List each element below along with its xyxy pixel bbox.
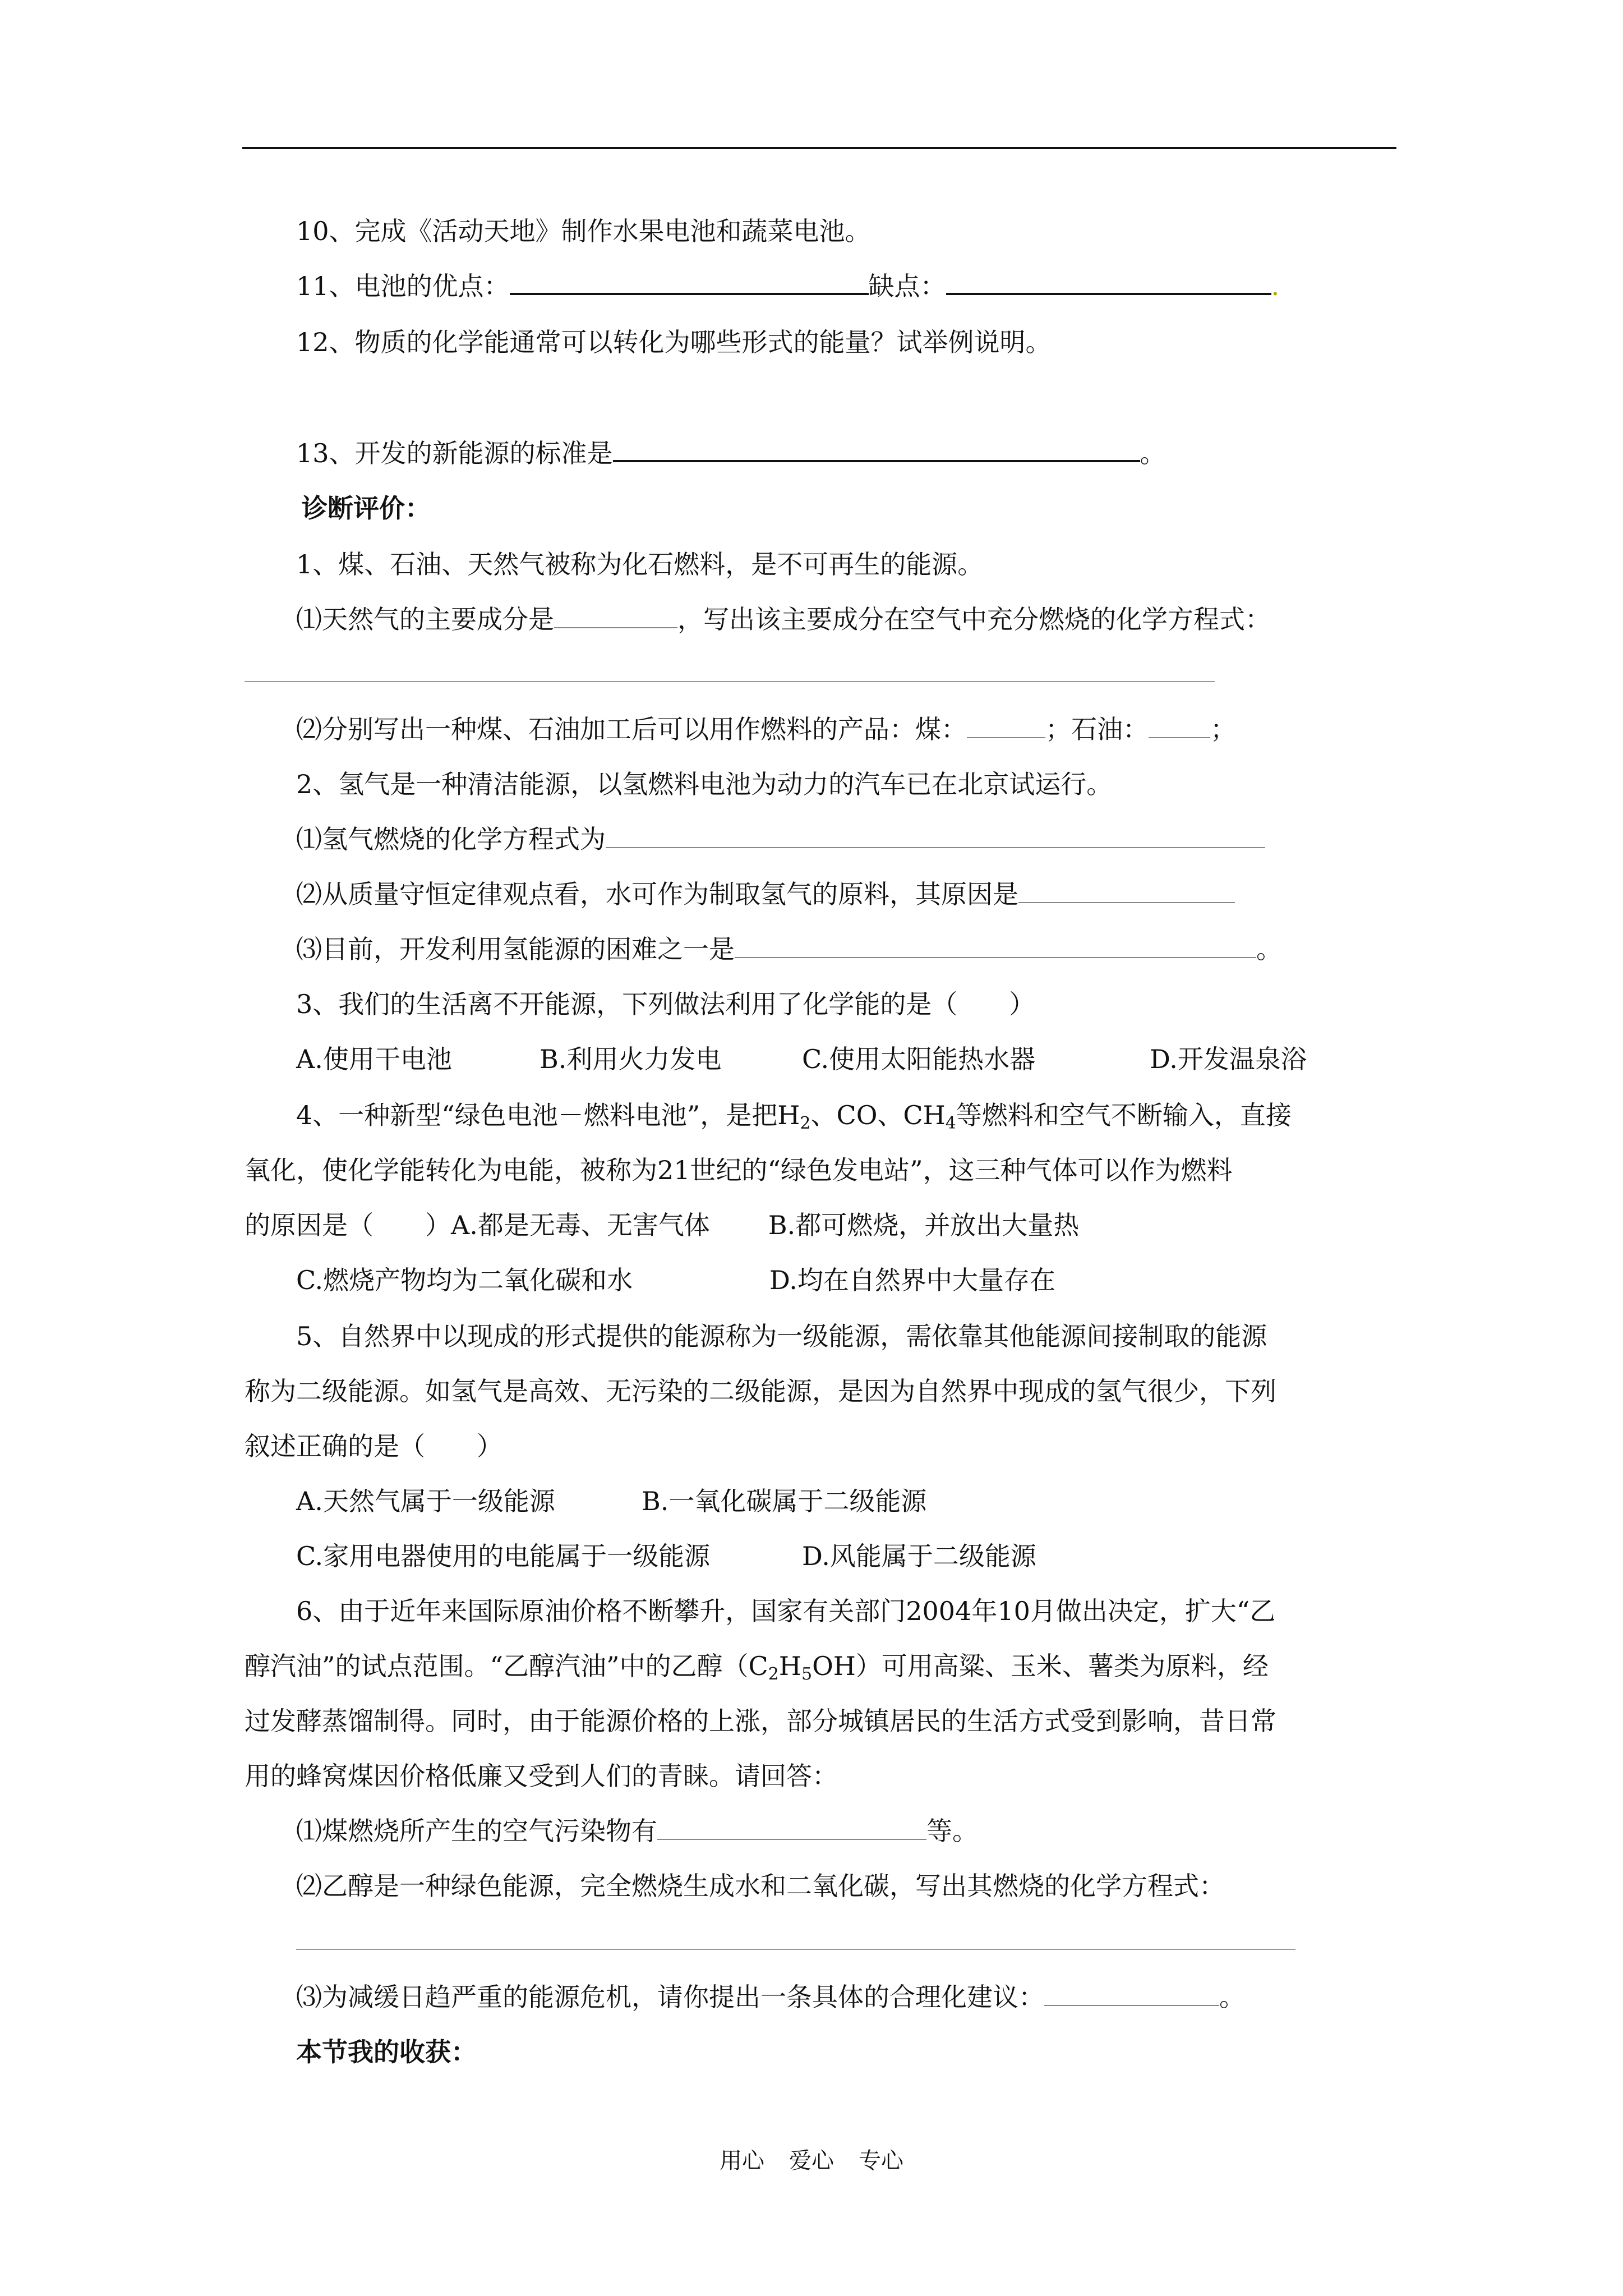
- problem-1-part-2: ⑵分别写出一种煤、石油加工后可以用作燃料的产品：煤： ；石油： ；: [296, 714, 1236, 744]
- problem-2-part-2: ⑵从质量守恒定律观点看，水可作为制取氢气的原料，其原因是: [296, 877, 1235, 911]
- problem-5-option-c[interactable]: C.家用电器使用的电能属于一级能源: [296, 1541, 711, 1571]
- item-11: 11、电池的优点： 缺点： .: [296, 271, 1280, 301]
- problem-6-line-2: 醇汽油”的试点范围。“乙醇汽油”中的乙醇$(C_2H_5OH)$可用高粱、玉米、薯类为原料，经: [245, 1651, 1269, 1684]
- problem-5-option-a[interactable]: A.天然气属于一级能源: [296, 1486, 555, 1516]
- problem-5-option-b[interactable]: B.一氧化碳属于二级能源: [642, 1486, 927, 1516]
- problem-5-option-d[interactable]: D.风能属于二级能源: [802, 1541, 1036, 1571]
- problem-1-stem: 1、煤、石油、天然气被称为化石燃料，是不可再生的能源。: [296, 549, 984, 579]
- problem-4-option-b[interactable]: B.都可燃烧，并放出大量热: [768, 1210, 1080, 1240]
- advantage-blank[interactable]: [510, 270, 869, 295]
- item-12: 12、物质的化学能通常可以转化为哪些形式的能量？试举例说明。: [296, 327, 1052, 357]
- oil-product-blank[interactable]: [1149, 715, 1210, 738]
- disadvantage-blank[interactable]: [946, 270, 1271, 295]
- problem-6-part-3: ⑶为减缓日趋严重的能源危机，请你提出一条具体的合理化建议： 。: [296, 1982, 1245, 2012]
- equation-answer-line[interactable]: [245, 681, 1215, 682]
- problem-2-part-1: ⑴氢气燃烧的化学方程式为: [296, 822, 1265, 856]
- problem-2-part-3: ⑶目前，开发利用氢能源的困难之一是 。: [296, 934, 1282, 964]
- header-rule: [242, 147, 1396, 149]
- coal-product-blank[interactable]: [967, 715, 1045, 738]
- item-10: 10、完成《活动天地》制作水果电池和蔬菜电池。: [296, 216, 871, 246]
- difficulty-blank[interactable]: [735, 935, 1256, 958]
- reason-blank[interactable]: [1018, 880, 1235, 903]
- problem-1-part-1: ⑴天然气的主要成分是 ，写出该主要成分在空气中充分燃烧的化学方程式：: [296, 604, 1271, 634]
- problem-4-line-2: 氧化，使化学能转化为电能，被称为21世纪的“绿色发电站”，这三种气体可以作为燃料: [245, 1155, 1233, 1185]
- page-footer: 用心 爱心 专心: [720, 2148, 903, 2174]
- problem-4-option-d[interactable]: D.均在自然界中大量存在: [769, 1265, 1055, 1295]
- pollutant-blank[interactable]: [657, 1816, 926, 1840]
- problem-3-option-c[interactable]: C.使用太阳能热水器: [802, 1044, 1036, 1074]
- problem-3-option-a[interactable]: A.使用干电池: [296, 1044, 452, 1074]
- problem-3-stem: 3、我们的生活离不开能源，下列做法利用了化学能的是（ ）: [296, 989, 1035, 1019]
- problem-5-line-2: 称为二级能源。如氢气是高效、无污染的二级能源，是因为自然界中现成的氢气很少，下列: [245, 1376, 1276, 1406]
- problem-5-line-3: 叙述正确的是（ ）: [245, 1431, 502, 1461]
- problem-3-option-b[interactable]: B.利用火力发电: [540, 1044, 722, 1074]
- problem-4-line-1: 4、一种新型“绿色电池－燃料电池”，是把$H_2$、CO、$CH_4$等燃料和空气不断输入，直接: [296, 1100, 1292, 1133]
- problem-6-line-1: 6、由于近年来国际原油价格不断攀升，国家有关部门2004年10月做出决定，扩大“乙: [296, 1596, 1276, 1626]
- problem-6-line-3: 过发酵蒸馏制得。同时，由于能源价格的上涨，部分城镇居民的生活方式受到影响，昔日常: [245, 1706, 1276, 1736]
- section-diagnose: 诊断评价：: [302, 493, 431, 523]
- problem-6-part-1: ⑴煤燃烧所产生的空气污染物有 等。: [296, 1816, 978, 1846]
- problem-3-option-d[interactable]: D.开发温泉浴: [1150, 1044, 1307, 1074]
- problem-4-line-3: 的原因是（ ）A.都是无毒、无害气体 B.都可燃烧，并放出大量热: [245, 1210, 1080, 1240]
- problem-2-stem: 2、氢气是一种清洁能源，以氢燃料电池为动力的汽车已在北京试运行。: [296, 769, 1113, 799]
- main-component-blank[interactable]: [554, 605, 677, 628]
- problem-5-line-1: 5、自然界中以现成的形式提供的能源称为一级能源，需依靠其他能源间接制取的能源: [296, 1321, 1267, 1351]
- section-harvest: 本节我的收获：: [296, 2037, 477, 2067]
- problem-6-part-2: ⑵乙醇是一种绿色能源，完全燃烧生成水和二氧化碳，写出其燃烧的化学方程式：: [296, 1871, 1225, 1901]
- ethanol-equation-line[interactable]: [296, 1949, 1295, 1950]
- hydrogen-equation-blank[interactable]: [606, 825, 1265, 848]
- item-13: 13、开发的新能源的标准是 。: [296, 438, 1166, 468]
- suggestion-blank[interactable]: [1044, 1982, 1219, 2006]
- problem-6-line-4: 用的蜂窝煤因价格低廉又受到人们的青睐。请回答：: [245, 1761, 838, 1791]
- problem-4-option-c[interactable]: C.燃烧产物均为二氧化碳和水: [296, 1265, 633, 1295]
- new-energy-standard-blank[interactable]: [613, 438, 1140, 462]
